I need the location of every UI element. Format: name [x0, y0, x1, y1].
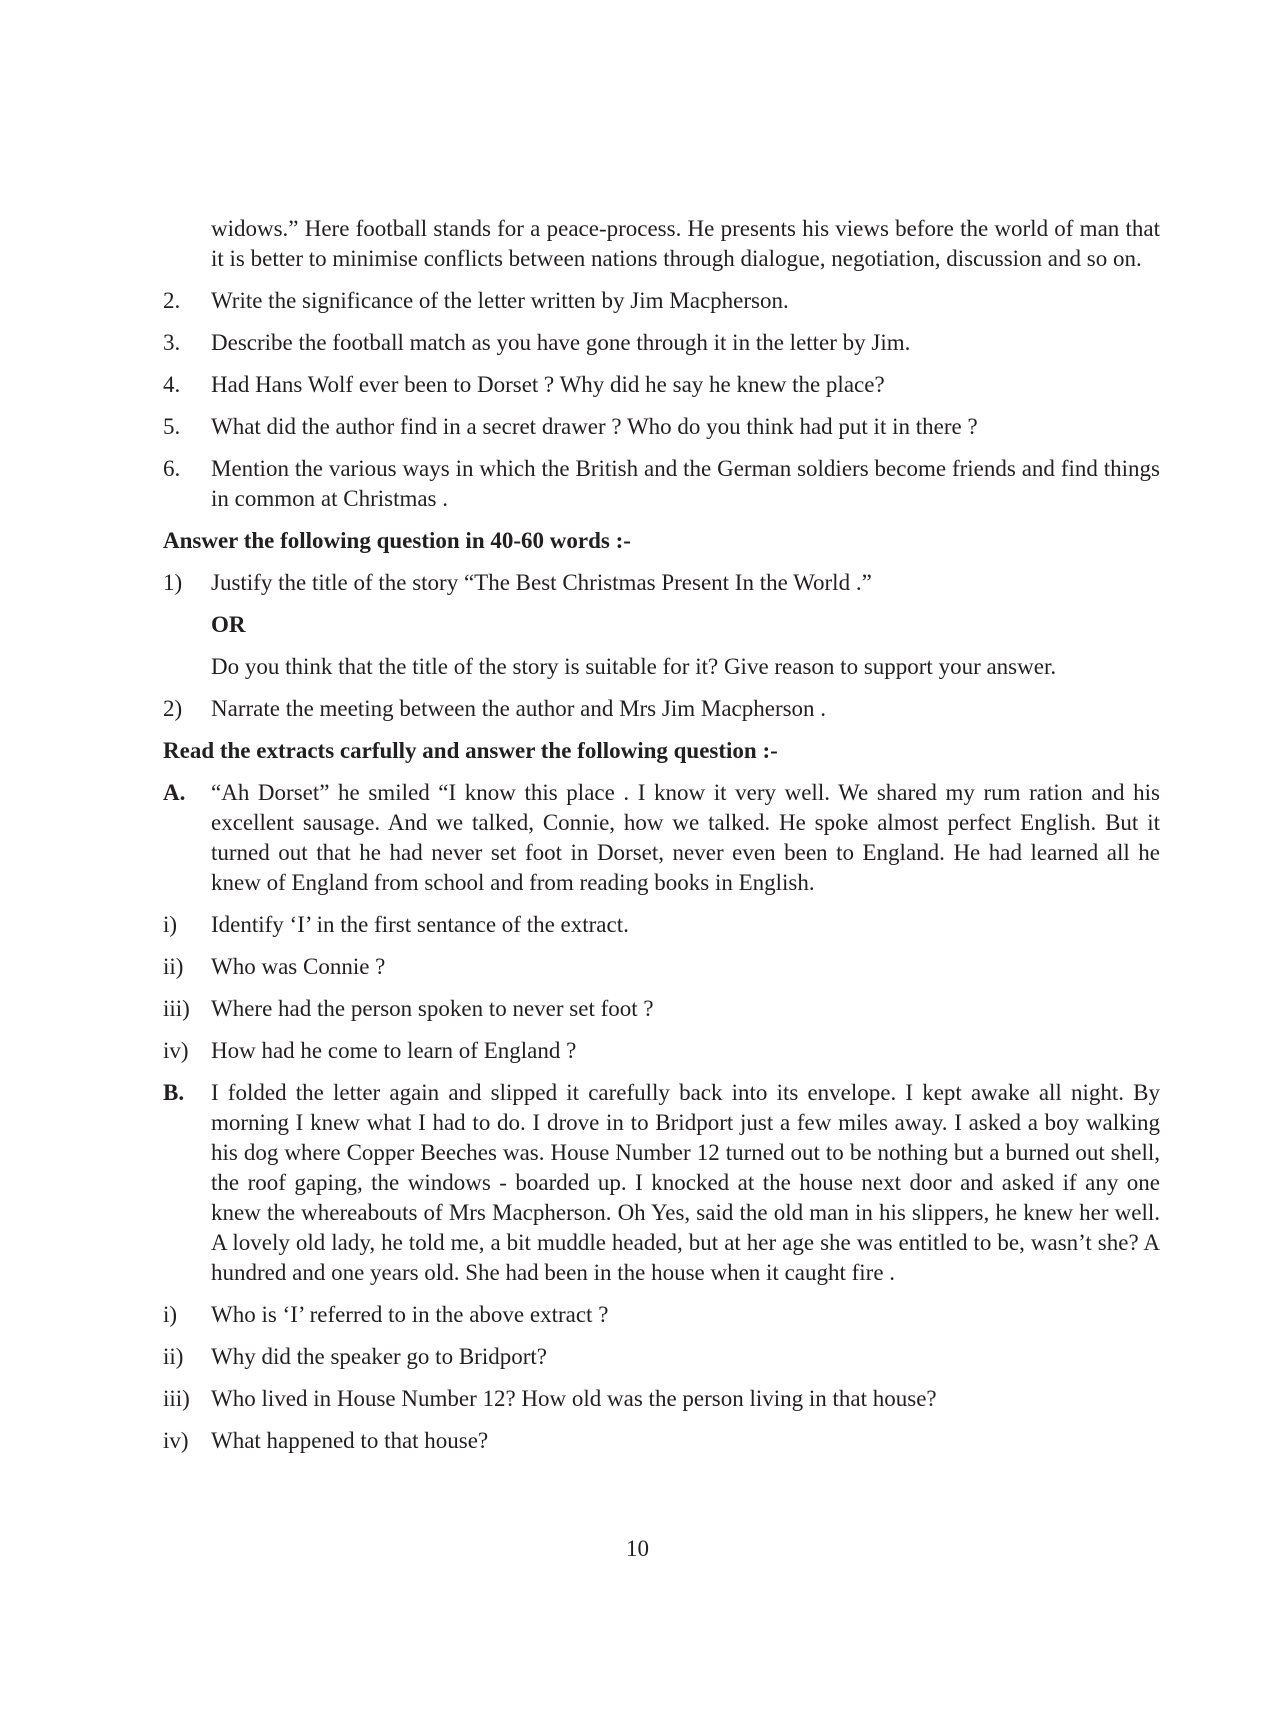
extract-question	[163, 952, 1160, 982]
question-item	[163, 568, 1160, 598]
question-text: Justify the title of the story “The Best Christmas Present In the World .”	[211, 570, 872, 595]
extract-question	[163, 910, 1160, 940]
question-text: How had he come to learn of England ?	[211, 1038, 577, 1063]
question-text: Who lived in House Number 12? How old was the person living in that house?	[211, 1386, 937, 1411]
extract-question	[163, 1036, 1160, 1066]
question-item	[163, 694, 1160, 724]
extract-b	[163, 1078, 1160, 1288]
question-text: Identify ‘I’ in the first sentance of the extract.	[211, 912, 629, 937]
question-number: iv)	[163, 1038, 189, 1063]
extract-question	[163, 1300, 1160, 1330]
question-text: Narrate the meeting between the author and Mrs Jim Macpherson .	[211, 696, 827, 721]
question-text: Mention the various ways in which the British and the German soldiers become friends and find things in common at Christmas .	[211, 456, 1160, 511]
question-text: Where had the person spoken to never set foot ?	[211, 996, 654, 1021]
question-number: iv)	[163, 1428, 189, 1453]
page-content	[163, 214, 1160, 1468]
question-number: iii)	[163, 1386, 190, 1411]
question-text: Had Hans Wolf ever been to Dorset ? Why did he say he knew the place?	[211, 372, 885, 397]
question-number: 5.	[163, 414, 181, 439]
alternate-question-text: Do you think that the title of the story is suitable for it? Give reason to support your answer.	[211, 654, 1057, 679]
extract-question	[163, 1426, 1160, 1456]
or-label: OR	[211, 612, 246, 637]
question-text: What happened to that house?	[211, 1428, 489, 1453]
question-number: 2)	[163, 696, 183, 721]
question-item	[163, 370, 1160, 400]
question-number: 4.	[163, 372, 181, 397]
question-number: ii)	[163, 954, 184, 979]
extract-text: I folded the letter again and slipped it carefully back into its envelope. I kept awake all night. By morning I knew what I had to do. I drove in to Bridport just a few miles away. I asked a boy walking his dog where Copper Beeches was. House Number 12 turned out to be nothing but a burned out shell, the roof gaping, the windows - boarded up. I knocked at the house next door and asked if any one knew the whereabouts of Mrs Macpherson. Oh Yes, said the old man in his slippers, he knew her well. A lovely old lady, he told me, a bit muddle headed, but at her age she was entitled to be, wasn’t she? A hundred and one years old. She had been in the house when it caught fire .	[211, 1080, 1160, 1285]
question-number: ii)	[163, 1344, 184, 1369]
question-number: 2.	[163, 288, 181, 313]
extract-question	[163, 994, 1160, 1024]
question-number: 1)	[163, 570, 183, 595]
question-text: Write the significance of the letter written by Jim Macpherson.	[211, 288, 789, 313]
question-text: Who is ‘I’ referred to in the above extract ?	[211, 1302, 609, 1327]
question-item	[163, 328, 1160, 358]
extract-question	[163, 1342, 1160, 1372]
extract-question	[163, 1384, 1160, 1414]
question-item	[163, 412, 1160, 442]
page-number: 10	[626, 1536, 649, 1561]
section-heading-extracts: Read the extracts carfully and answer the following question :-	[163, 738, 778, 763]
extract-label: B.	[163, 1080, 185, 1105]
intro-paragraph: widows.” Here football stands for a peace-process. He presents his views before the world of man that it is better to minimise conflicts between nations through dialogue, negotiation, discussion and so on.	[211, 216, 1160, 271]
extract-a	[163, 778, 1160, 898]
question-number: i)	[163, 1302, 178, 1327]
question-number: iii)	[163, 996, 190, 1021]
extract-text: “Ah Dorset” he smiled “I know this place . I know it very well. We shared my rum ration and his excellent sausage. And we talked, Connie, how we talked. He spoke almost perfect English. But it turned out that he had never set foot in Dorset, never even been to England. He had learned all he knew of England from school and from reading books in English.	[211, 780, 1160, 895]
question-text: What did the author find in a secret drawer ? Who do you think had put it in there ?	[211, 414, 978, 439]
question-text: Who was Connie ?	[211, 954, 386, 979]
extract-label: A.	[163, 780, 186, 805]
question-number: 3.	[163, 330, 181, 355]
question-number: 6.	[163, 456, 181, 481]
question-number: i)	[163, 912, 178, 937]
section-heading-long-answer: Answer the following question in 40-60 words :-	[163, 528, 631, 553]
question-item	[163, 454, 1160, 514]
question-item	[163, 286, 1160, 316]
question-text: Describe the football match as you have gone through it in the letter by Jim.	[211, 330, 911, 355]
question-text: Why did the speaker go to Bridport?	[211, 1344, 547, 1369]
